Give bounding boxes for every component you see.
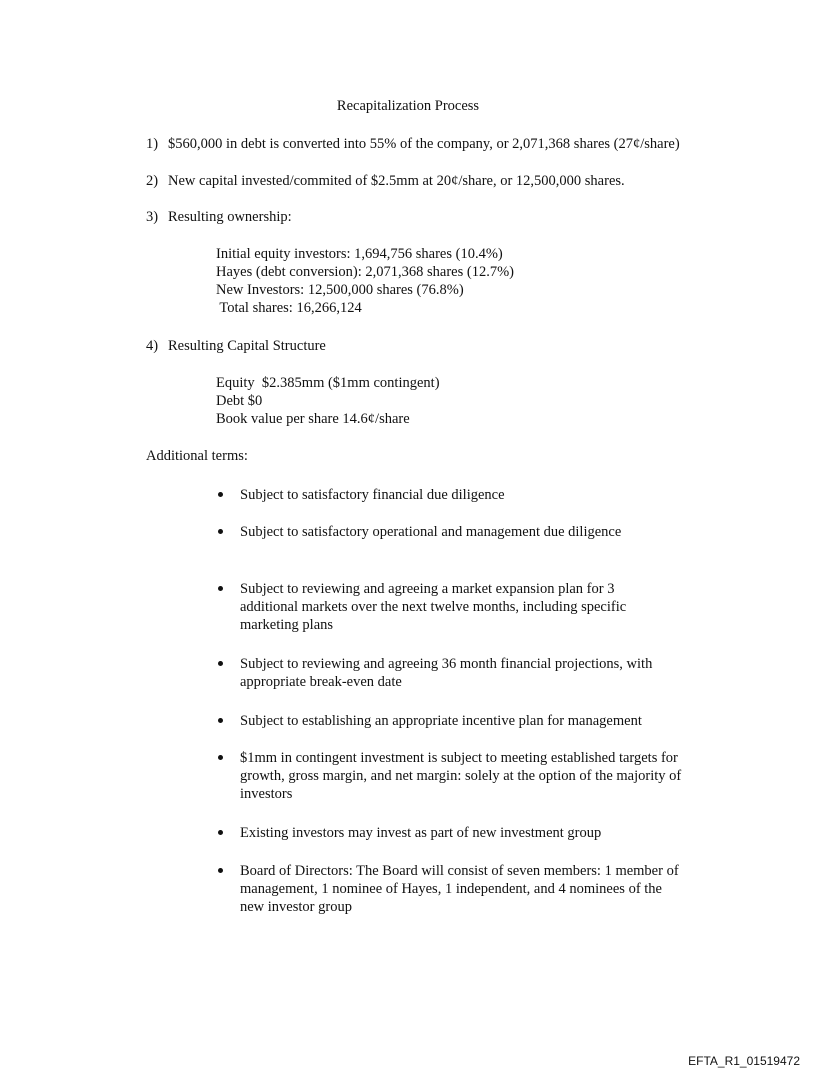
ownership-block [216,245,716,317]
item-number: 2) [146,173,159,189]
capital-structure-line: Book value per share 14.6¢/share [216,411,410,427]
term-text: Subject to establishing an appropriate incentive plan for management [240,713,642,729]
term-text: Subject to satisfactory financial due diligence [240,487,505,503]
term-text: Subject to reviewing and agreeing a market expansion plan for 3 additional markets over the next twelve months, including specific marketing plans [240,581,627,633]
ownership-total-line: Total shares: 16,266,124 [216,300,362,316]
ownership-line: New Investors: 12,500,000 shares (76.8%) [216,282,464,298]
term-text: $1mm in contingent investment is subject to meeting established targets for growth, gross margin, and net margin: solely at the option of the majority of investors [240,750,682,802]
page-title: Recapitalization Process [336,98,480,114]
item-text: Resulting Capital Structure [168,338,326,354]
item-text: $560,000 in debt is converted into 55% of the company, or 2,071,368 shares (27¢/share) [168,136,680,152]
item-number: 3) [146,209,159,225]
item-text: Resulting ownership: [168,209,292,225]
item-number: 4) [146,338,159,354]
item-text: New capital invested/commited of $2.5mm at 20¢/share, or 12,500,000 shares. [168,173,625,189]
capital-structure-block [216,374,716,428]
additional-terms-heading: Additional terms: [146,448,248,464]
term-text: Board of Directors: The Board will consist of seven members: 1 member of management, 1 nominee of Hayes, 1 independent, and 4 nominees of the new investor group [240,863,679,915]
term-text: Existing investors may invest as part of new investment group [240,825,602,841]
ownership-line: Initial equity investors: 1,694,756 shares (10.4%) [216,246,503,262]
capital-structure-line: Debt $0 [216,393,263,409]
item-number: 1) [146,136,159,152]
term-text: Subject to reviewing and agreeing 36 month financial projections, with appropriate break-even date [240,656,653,690]
ownership-line: Hayes (debt conversion): 2,071,368 shares (12.7%) [216,264,514,280]
capital-structure-line: Equity $2.385mm ($1mm contingent) [216,375,440,391]
term-text: Subject to satisfactory operational and management due diligence [240,524,622,540]
document-id-footer: EFTA_R1_01519472 [688,1054,800,1068]
